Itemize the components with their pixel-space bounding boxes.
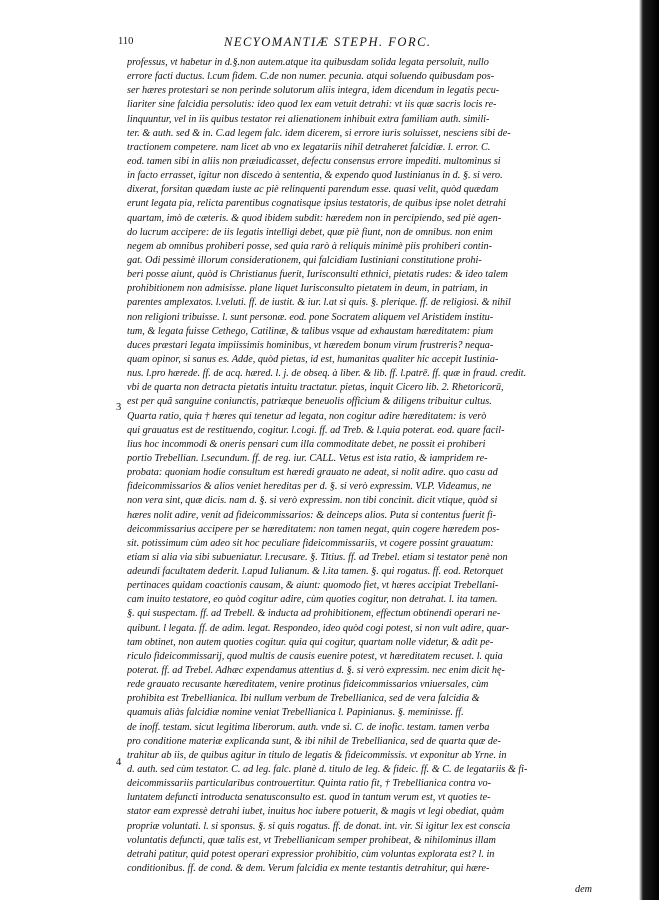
- text-line: beri posse aiunt, quòd is Christianus fuerit, Iurisconsulti ethnici, pietatis rudes: & ideo talem: [127, 269, 508, 281]
- text-line: est per quã sanguine coniunctis, patriæque beneuolis officium & diligens tribuitur cultus.: [127, 396, 492, 408]
- text-line: cam inuito testatore, eo quòd cogitur adire, cùm quoties cogitur, non detrahat. l. ita tamen.: [127, 594, 498, 606]
- text-line: voluntatis defuncti, quæ talis est, vt Trebellianicam semper prohibeat, & nihilominus illam: [127, 834, 496, 846]
- body-text: [127, 56, 614, 876]
- text-line: non vera sint, quæ dicis. nam d. §. si verò expressim. non tibi concinit. dicit vtique, quòd si: [127, 495, 498, 507]
- text-line: eod. tamen sibi in aliis non præiudicasset, defectu consensus errore impediti. multominus si: [127, 155, 501, 167]
- text-line: ter. & auth. sed & in. C.ad legem falc. idem dicerem, si errore iuris soluisset, nesciens sibi de-: [127, 127, 511, 139]
- text-line: riculo fideicommissarij, quod multis de causis euenire potest, vt hæreditatem recuset. l. quia: [127, 650, 503, 662]
- text-line: do lucrum accipere: de iis legatis intelligi debet, quæ piè fiunt, non de omnibus. non enim: [127, 226, 493, 238]
- text-line: sit. potissimum cùm adeo sit hoc peculiare fideicommissariis, vt cogere possint grauatum:: [127, 537, 494, 549]
- text-line: quartam, imò de cæteris. & quod ibidem subdit: hæredem non in percipiendo, sed piè agen-: [127, 212, 502, 224]
- text-line: erunt legata pia, relicta parentibus cognatisque ipsius testatoris, de quibus ipse nolet detrahi: [127, 198, 506, 210]
- text-line: errore facti ductus. l.cum fidem. C.de non numer. pecunia. atqui soluendo quibusdam pos-: [127, 71, 495, 83]
- text-line: tam obtinet, non autem quoties cogitur. quia qui cogitur, quartam nolle videtur, & adit pe-: [127, 636, 494, 648]
- text-line: probata: quoniam hodie consultum est hæredi grauato ne adeat, si nolit adire. quo casu ad: [127, 467, 498, 479]
- text-line: duces præstari legata impiissimis hominibus, vt hæredem bonum virum frustreris? nequa-: [127, 339, 494, 351]
- text-line: hæres nolit adire, venit ad fideicommissarios: & deinceps alios. Puta si contentus fuerit fi-: [127, 509, 497, 521]
- text-line: non religioni tribuisse. l. sunt personæ. eod. pone Socratem aliquem vel Aristidem institu-: [127, 311, 494, 323]
- running-head: NECYOMANTIÆ STEPH. FORC.: [224, 35, 432, 49]
- text-line: de inoff. testam. sicut legitima liberorum. auth. vnde si. C. de inofic. testam. tamen verba: [127, 721, 490, 733]
- text-line: poterat. ff. ad Trebel. Adhæc expendamus attentius d. §. si verò expressim. nec enim dicit hę-: [127, 665, 505, 677]
- page-number: 110: [118, 36, 134, 47]
- text-line: qui grauatus est de restituendo, cogitur. l.cogi. ff. ad Treb. & l.quia poterat. eod. quare facil-: [127, 424, 505, 436]
- page-gutter-shadow: [633, 0, 659, 900]
- margin-note-number: 3: [116, 402, 122, 413]
- text-line: in facto errasset, igitur non discedo à sententia, & expendo quod Iustinianus in d. §. si vero.: [127, 170, 503, 182]
- text-line: lius hoc incommodi & oneris pensari cum illa commoditate debet, ne possit ei prohiberi: [127, 438, 486, 450]
- text-line: professus, vt habetur in d.§.non autem.atque ita quibusdam solida legata persoluit, nullo: [127, 57, 489, 68]
- text-line: quibunt. l legata. ff. de adim. legat. Respondeo, ideo quòd cogi potest, si non vult adire, quar-: [127, 622, 509, 634]
- text-line: trahitur ab iis, de quibus agitur in titulo de legatis & fideicommissis. vt exponitur ab Yrne. in: [127, 749, 507, 761]
- text-line: negem ab omnibus prohiberi posse, sed quia rarò à reliquis minimè piis prohiberi contin-: [127, 240, 493, 252]
- text-line: §. qui suspectam. ff. ad Trebell. & inducta ad prohibitionem, effectum obtinendi operari ne-: [127, 608, 501, 620]
- text-line: prohibitionem non admisisse. plane liquet Iurisconsulto pietatem in deum, in patriam, in: [127, 283, 488, 295]
- margin-note-number: 4: [116, 757, 122, 768]
- text-line: gat. Odi pessimè illorum considerationem, qui falcidiam Iustiniani constitutione prohi-: [127, 254, 482, 266]
- text-line: fideicommissarios & alios veniet hereditas per d. §. si verò expressim. VLP. Videamus, ne: [127, 481, 492, 493]
- text-line: ser hæres protestari se non perinde solutorum aliis integra, idem dicendum in legatis pecu-: [127, 85, 500, 97]
- text-line: d. auth. sed cùm testator. C. ad leg. falc. planè d. titulo de leg. & fideic. ff. & C. de legatariis & fi-: [127, 764, 528, 776]
- text-line: adeundi facultatem dederit. l.apud Iulianum. & l.ita tamen. §. qui rogatus. ff. eod. Retorquet: [127, 566, 504, 578]
- text-line: conditionibus. ff. de cond. & dem. Verum falcidia ex mente testantis detrahitur, qui hære-: [127, 863, 490, 875]
- text-line: pro conditione materiæ explicanda sunt, & ibi nihil de Trebellianica, sed de quarta quæ de-: [127, 735, 501, 747]
- text-line: propriæ voluntati. l. si sponsus. §. si quis rogatus. ff. de donat. int. vir. Si igitur lex est conscia: [127, 820, 511, 832]
- text-line: vbi de quarta non detracta pietatis intuitu tractatur. pietas, inquit Cicero lib. 2. Rhetoricorū,: [127, 382, 504, 394]
- text-line: rede grauato recusante hæreditatem, venire protinus fideicommissarios vniuersales, cùm: [127, 679, 489, 691]
- text-line: nus. l.pro hærede. ff. de acq. hæred. l. j. de obseq. à liber. & lib. ff. l.patrē. ff. quæ in fraud. credit.: [127, 368, 527, 380]
- text-line: tractionem competere. nam licet ab vno ex legatariis nihil detraheret falcidiæ. l. error. C.: [127, 141, 491, 153]
- text-line: Quarta ratio, quia † hæres qui tenetur ad legata, non cogitur adire hæreditatem: is verò: [127, 410, 487, 422]
- text-line: linquuntur, vel in iis quibus testator rei alienationem inhibuit extra familiam auth. simili-: [127, 113, 490, 125]
- text-line: quamuis aliàs falcidiæ nomine veniat Trebellianica l. Papinianus. §. meminisse. ff.: [127, 707, 464, 719]
- text-line: portio Trebellian. l.secundum. ff. de reg. iur. CALL. Vetus est ista ratio, & iampridem re-: [127, 452, 488, 464]
- text-line: deicommissariis particularibus controuertitur. Quinta ratio fit, † Trebellianica contra vo-: [127, 778, 492, 790]
- text-line: deicommissarius accipere per se hæreditatem: non tamen negat, quin cogere hæredem pos-: [127, 523, 500, 535]
- text-line: tum, & legata fuisse Cethego, Catilinæ, & talibus vsque ad exhaustam hæreditatem: pium: [127, 325, 494, 337]
- text-line: detrahi patitur, quid potest operari expressior prohibitio, cùm voluntas explorata est? l. in: [127, 848, 495, 860]
- text-line: parentes amplexatos. l.veluti. ff. de iustit. & iur. l.at si quis. §. plerique. ff. de religiosi. & nihil: [127, 297, 511, 309]
- text-line: liariter sine falcidia persolutis: ideo quod lex eam vetuit detrahi: vt iis quæ sacris locis re-: [127, 99, 497, 111]
- page-header: [118, 35, 618, 53]
- text-line: prohibita est Trebellianica. Ibi nullum verbum de Trebellianica, sed de vera falcidia &: [127, 693, 480, 705]
- text-line: quam opinor, si sanus es. Adde, quòd pietas, id est, humanitas qualiter hic accepit Iustinia-: [127, 353, 499, 365]
- text-line: dixerat, forsitan quædam iuste ac piè relinquenti parendum esse. quasi velit, quòd quædam: [127, 184, 499, 196]
- catchword: dem: [575, 884, 592, 895]
- text-line: stator eam expressè detrahi iubet, inuitus hoc iubere potuerit, & magis vt legi obediat, quàm: [127, 806, 504, 818]
- text-line: pertinaces quidam coactionis causam, & aiunt: quomodo fiet, vt hæres accipiat Trebellani-: [127, 580, 499, 592]
- text-line: etiam si alia via sibi subueniatur. l.recusare. §. Titius. ff. ad Trebel. etiam si testator penè non: [127, 551, 508, 563]
- text-line: luntatem defuncti introducta senatusconsulto est. quod in tantum verum est, vt quoties te-: [127, 792, 491, 804]
